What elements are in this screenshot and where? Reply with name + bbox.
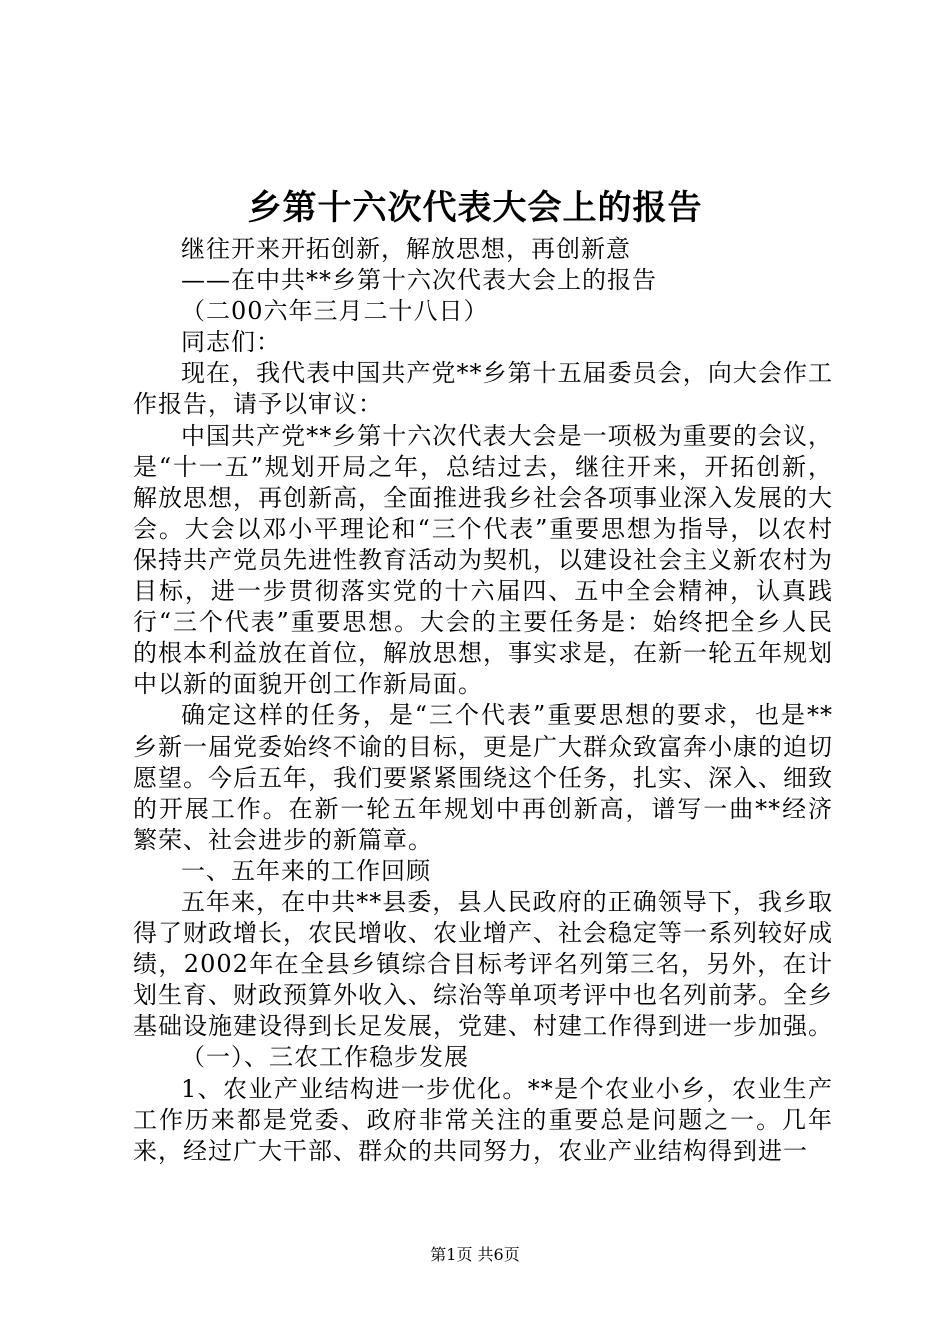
body-paragraph: 五年来，在中共**县委，县人民政府的正确领导下，我乡取得了财政增长，农民增收、农业增产、社会稳定等一系列较好成绩，2002年在全县乡镇综合目标考评名列第三名，另外，在计划生育、财政预算外收入、综治等单项考评中也名列前茅。全乡基础设施建设得到长足发展，党建、村建工作得到进一步加强。 xyxy=(133,887,833,1041)
subsection-heading: （一）、三农工作稳步发展 xyxy=(181,1043,469,1072)
section-heading: 一、五年来的工作回顾 xyxy=(181,856,431,885)
body-paragraph: 1、农业产业结构进一步优化。**是个农业小乡，农业生产工作历来都是党委、政府非常关注的重要总是问题之一。几年来，经过广大干部、群众的共同努力，农业产业结构得到进一 xyxy=(133,1074,833,1165)
document-title: 乡第十六次代表大会上的报告 xyxy=(247,188,703,228)
date-line: （二00六年三月二十八日） xyxy=(181,297,489,326)
document-body xyxy=(133,234,833,1167)
salutation: 同志们： xyxy=(181,328,281,357)
subtitle-line: ——在中共**乡第十六次代表大会上的报告 xyxy=(181,266,657,295)
body-paragraph: 确定这样的任务，是“三个代表”重要思想的要求，也是**乡新一届党委始终不谕的目标，更是广大群众致富奔小康的迫切愿望。今后五年，我们要紧紧围绕这个任务，扎实、深入、细致的开展工作。在新一轮五年规划中再创新高，谱写一曲**经济繁荣、社会进步的新篇章。 xyxy=(133,701,833,854)
subtitle-line: 继往开来开拓创新，解放思想，再创新意 xyxy=(181,235,631,263)
body-paragraph: 现在，我代表中国共产党**乡第十五届委员会，向大会作工作报告，请予以审议： xyxy=(133,359,833,419)
page-indicator: 第1页 共6页 xyxy=(430,1245,520,1264)
body-paragraph: 中国共产党**乡第十六次代表大会是一项极为重要的会议，是“十一五”规划开局之年，总结过去，继往开来，开拓创新，解放思想，再创新高，全面推进我乡社会各项事业深入发展的大会。大会以邓小平理论和“三个代表”重要思想为指导，以农村保持共产党员先进性教育活动为契机，以建设社会主义新农村为目标，进一步贯彻落实党的十六届四、五中全会精神，认真践行“三个代表”重要思想。大会的主要任务是：始终把全乡人民的根本利益放在首位，解放思想，事实求是，在新一轮五年规划中以新的面貌开创工作新局面。 xyxy=(133,421,833,699)
